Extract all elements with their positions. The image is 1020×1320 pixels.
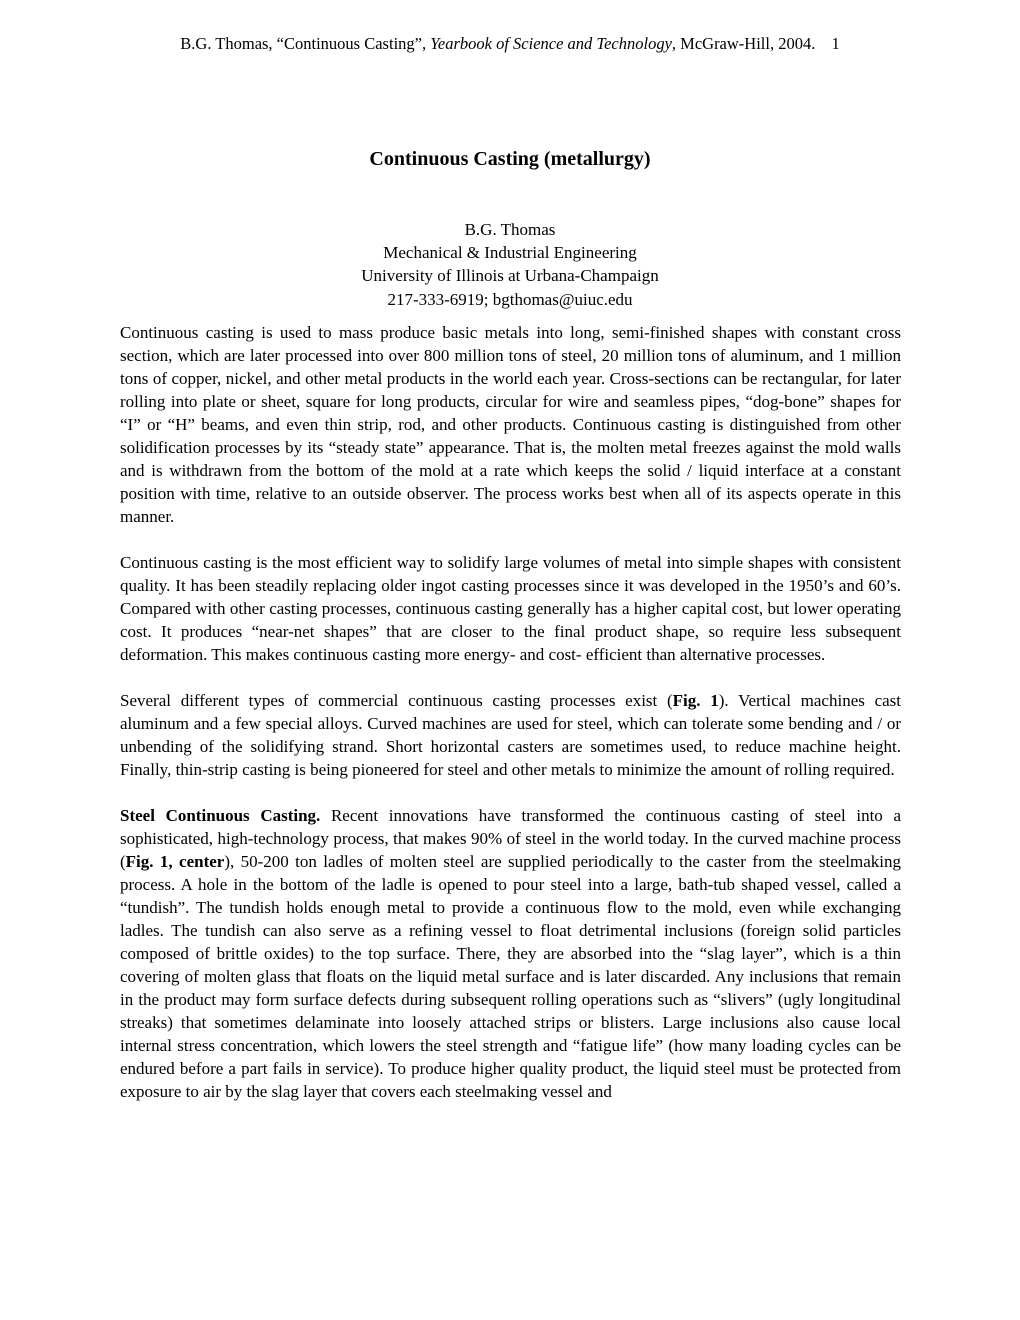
paragraph-4-text-part-2: ), 50-200 ton ladles of molten steel are supplied periodically to the caster from the steelmaking process. A hole in the bottom of the ladle is opened to pour steel into a large, bath-tub shaped vessel, called a “tundish”. The tundish holds enough metal to provide a continuous flow to the mold, even while exchanging ladles. The tundish can also serve as a refining vessel to float detrimental inclusions (foreign solid particles composed of brittle oxides) to the top surface. There, they are absorbed into the “slag layer”, which is a thin covering of molten glass that floats on the liquid metal surface and is later discarded. Any inclusions that remain in the product may form surface defects during subsequent rolling operations such as “slivers” (ugly longitudinal streaks) that sometimes delaminate into loosely attached strips or blisters. Large inclusions also cause local internal stress concentration, which lowers the steel strength and “fatigue life” (how many loading cycles can be endured before a part fails in service). To produce higher quality product, the liquid steel must be protected from exposure to air by the slag layer that covers each steelmaking vessel and xyxy=(120,852,901,1101)
figure-reference-center: Fig. 1, center xyxy=(125,852,225,871)
paragraph-3 xyxy=(120,689,901,781)
running-header xyxy=(0,33,1020,55)
author-university: University of Illinois at Urbana-Champaign xyxy=(361,266,659,286)
paragraph-1: Continuous casting is used to mass produce basic metals into long, semi-finished shapes with constant cross section, which are later processed into over 800 million tons of steel, 20 million tons of aluminum, and 1 million tons of copper, nickel, and other metal products in the world each year. Cross-sections can be rectangular, for later rolling into plate or sheet, square for long products, circular for wire and seamless pipes, “dog-bone” shapes for “I” or “H” beams, and even thin strip, rod, and other products. Continuous casting is distinguished from other solidification processes by its “steady state” appearance. That is, the molten metal freezes against the mold walls and is withdrawn from the bottom of the mold at a rate which keeps the solid / liquid interface at a constant position with time, relative to an outside observer. The process works best when all of its aspects operate in this manner. xyxy=(120,323,901,526)
figure-reference: Fig. 1 xyxy=(672,691,719,710)
section-heading-steel-continuous-casting: Steel Continuous Casting. xyxy=(120,806,321,825)
paragraph-3-text-after: ). Vertical machines cast aluminum and a few special alloys. Curved machines are used for steel, which can tolerate some bending and / or unbending of the solidifying strand. Short horizontal casters are sometimes used, to reduce machine height. Finally, thin-strip casting is being pioneered for steel and other metals to minimize the amount of rolling required. xyxy=(120,691,902,779)
paragraph-4-text-part-1: Recent innovations have transformed the continuous casting of steel into a sophisticated, high-technology process, that makes 90% of steel in the world today. In the curved machine process ( xyxy=(120,806,902,871)
header-citation-prefix: B.G. Thomas, “Continuous Casting”, xyxy=(180,34,427,53)
header-journal-title: Yearbook of Science and Technology xyxy=(430,34,672,53)
author-name: B.G. Thomas xyxy=(464,220,556,239)
paragraph-3-text-before: Several different types of commercial continuous casting processes exist ( xyxy=(120,691,673,710)
article-body xyxy=(120,321,901,1126)
page-number: 1 xyxy=(831,34,840,53)
author-contact: 217-333-6919; bgthomas@uiuc.edu xyxy=(387,289,633,309)
header-citation-suffix: , McGraw-Hill, 2004. xyxy=(671,34,816,53)
paragraph-2: Continuous casting is the most efficient way to solidify large volumes of metal into simple shapes with consistent quality. It has been steadily replacing older ingot casting processes since it was developed in the 1950’s and 60’s. Compared with other casting processes, continuous casting generally has a higher capital cost, but lower operating cost. It produces “near-net shapes” that are closer to the final product shape, so require less subsequent deformation. This makes continuous casting more energy- and cost- efficient than alternative processes. xyxy=(120,553,901,664)
author-block xyxy=(0,218,1020,311)
paragraph-4 xyxy=(120,804,901,1103)
author-department: Mechanical & Industrial Engineering xyxy=(383,243,637,263)
article-title: Continuous Casting (metallurgy) xyxy=(369,148,651,170)
